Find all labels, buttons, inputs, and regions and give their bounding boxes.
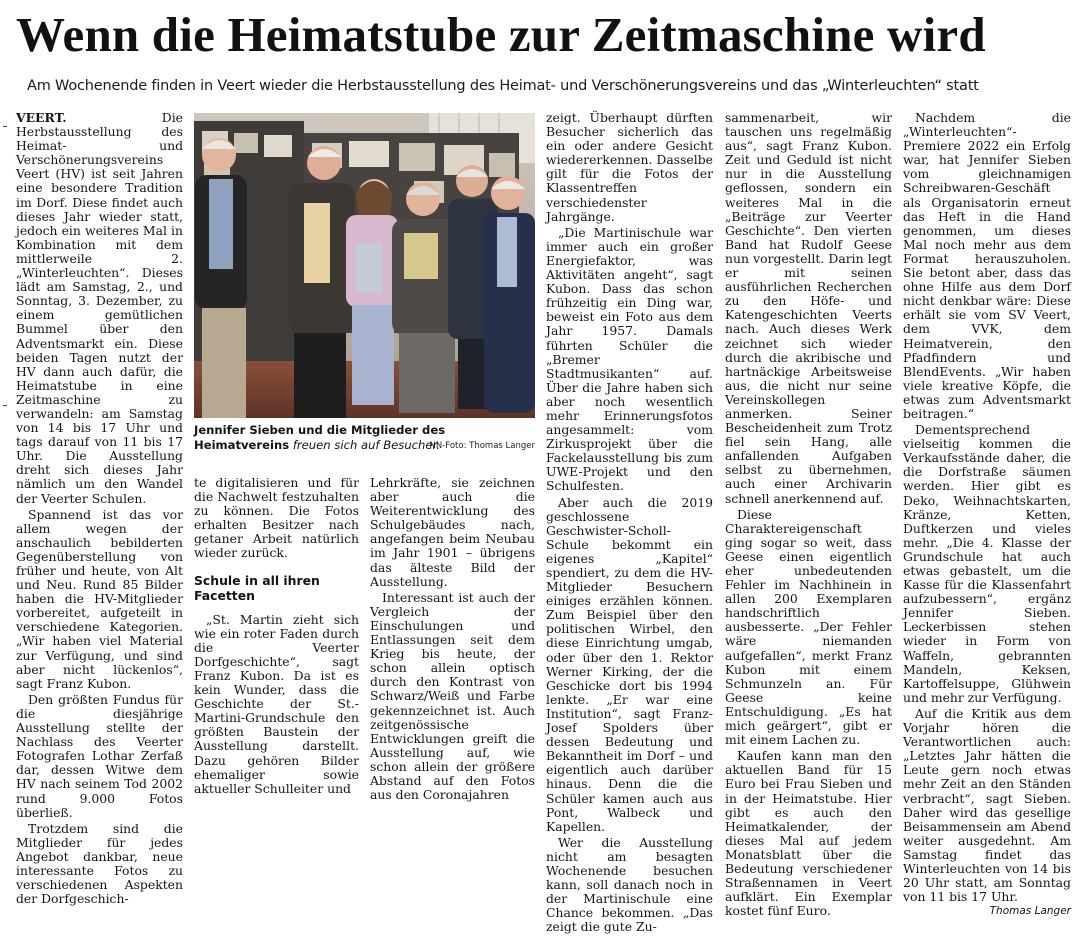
col2-paragraph-2: „St. Martin zieht sich wie ein roter Faden durch die Veerter Dorfgeschichte“, sagt Franz Kubon. Da ist es kein Wunder, dass die Geschichte der St.-Martini-Grundschule den größten Baustein der Ausstellung darstellt. Dazu gehören Bilder ehemaliger sowie aktueller Schulleiter und [194, 611, 359, 796]
col5-paragraph-3-text: Auf die Kritik aus dem Vorjahr hören die Verantwortlichen auch: „Letztes Jahr hätten die Leute gern noch etwas mehr Zeit an den Ständen verbracht“, sagt Sieben. Daher wird das gesellige Beisammensein am Abend weiter ausgedehnt. Am Samstag findet das Winterleuchten von 14 bis 20 Uhr statt, am Sonntag von 11 bis 17 Uhr. [903, 705, 1071, 905]
section-heading: Schule in all ihren Facetten [194, 572, 320, 603]
col2-paragraph-1: te digitalisieren und für die Nachwelt festzuhalten zu können. Die Fotos erhalten Besitzer nach getaner Arbeit natürlich wieder zurück. [194, 475, 359, 561]
caption-italic: freuen sich auf Besucher. [292, 438, 440, 452]
col3top-paragraph-1: zeigt. Überhaupt dürften Besucher sicherlich das ein oder andere Gesicht wiedererkennen. Dasselbe gilt für die Fotos der Klassentreffen verschiedenster Jahrgänge. [546, 110, 713, 224]
dateline: VEERT. [16, 110, 67, 125]
col3top-paragraph-4: Wer die Ausstellung nicht am besagten Wochenende besuchen kann, soll danach noch in der Martinischule eine Chance bekommen. „Das zeigt die gute Zu- [546, 834, 713, 935]
col4-paragraph-2: Diese Charaktereigenschaft ging sogar so weit, dass Geese einen eigentlich eher unbedeutenden Fehler im Nachhinein in allen 200 Exemplaren handschriftlich ausbesserte. „Der Fehler wäre niemanden aufgefallen“, merkt Franz Kubon mit einem Schmunzeln an. Für Geese keine Entschuldigung. „Es hat mich geärgert“, gibt er mit einem Lachen zu. [725, 506, 892, 748]
col4-paragraph-3: Kaufen kann man den aktuellen Band für 15 Euro bei Frau Sieben und in der Heimatstube. Hier gibt es auch den Heimatkalender, der dieses Mal auf jedem Monatsblatt über die Bedeutung verschiedener Straßennamen in Veert aufklärt. Ein Exemplar kostet fünf Euro. [725, 748, 892, 919]
col1-paragraph-2: Spannend ist das vor allem wegen der anschaulich bebilderten Gegenüberstellung von früher und heute, von Alt und Neu. Rund 85 Bilder haben die HV-Mitglieder vorbereitet, aufgeteilt in verschiedene Kategorien. „Wir haben viel Material zur Verfügung, und sind aber nicht lückenlos“, sagt Franz Kubon. [16, 506, 183, 691]
column-1 [16, 111, 183, 908]
col5-paragraph-1: Nachdem die „Winterleuchten“-Premiere 2022 ein Erfolg war, hat Jennifer Sieben vom gleichnamigen Schreibwaren-Geschäft als Organisatorin erneut das Heft in die Hand genommen, um dieses Mal noch mehr aus dem Format herauszuholen. Sie betont aber, dass das ohne Hilfe aus dem Dorf nicht denkbar wäre: Diese erhält sie vom SV Veert, dem VVK, dem Heimatverein, den Pfadfindern und BlendEvents. „Wir haben viele kreative Köpfe, die etwas zum Adventsmarkt beitragen.“ [903, 110, 1071, 421]
col3top-paragraph-3: Aber auch die 2019 geschlossene Geschwister-Scholl-Schule bekommt ein eigenes „Kapitel“ spendiert, zu dem die HV-Mitglieder Besuchern einiges erzählen können. Zum Beispiel über den politischen Wirbel, den diese Einrichtung umgab, oder über den 1. Rektor Werner Kirking, der die Geschicke dort bis 1994 lenkte. „Er war eine Institution“, sagt Franz-Josef Spolders über dessen Bedeutung und Bekanntheit im Dorf – und eigentlich auch darüber hinaus. Denn die die Schüler kamen auch aus Pont, Walbeck und Kapellen. [546, 494, 713, 834]
column-2 [194, 476, 359, 798]
column-5 [725, 111, 892, 920]
col5-paragraph-3 [903, 705, 1071, 918]
col5-paragraph-2: Dementsprechend vielseitig kommen die Verkaufsstände daher, die die Dorfstraße säumen werden. Hier gibt es Deko, Weihnachtskarten, Kränze, Ketten, Duftkerzen und vieles mehr. „Die 4. Klasse der Grundschule hat auch etwas gebastelt, um die Kasse für die Klassenfahrt aufzubessern“, ergänz Jennifer Sieben. Leckerbissen stehen wieder in Form von Waffeln, gebrannten Mandeln, Keksen, Kartoffelsuppe, Glühwein und mehr zur Verfügung. [903, 422, 1071, 705]
article-photo [194, 113, 535, 418]
group-photo-image [194, 113, 535, 418]
col1-paragraph-1: Die Herbstausstellung des Heimat- und Verschönerungsvereins Veert (HV) ist seit Jahren eine besondere Tradition im Dorf. Diese findet auch dieses Jahr wieder statt, jedoch ein weiteres Mal in Kombination mit dem mittlerweile 2. „Winterleuchten“. Dieses lädt am Samstag, 2., und Sonntag, 3. Dezember, zu einem gemütlichen Bummel über den Adventsmarkt ein. Diese beiden Tagen nutzt der HV dann auch dafür, die Heimatstube in eine Zeitmaschine zu verwandeln: am Samstag von 14 bis 17 Uhr und tags darauf von 11 bis 17 Uhr. Die Ausstellung dreht sich dieses Jahr nämlich um den Wandel der Veerter Schulen. [16, 110, 183, 506]
margin-mark [3, 126, 7, 127]
caption-bold: Jennifer Sieben und die Mitglieder des Heimatvereins [194, 423, 446, 452]
col3-paragraph-2: Interessant ist auch der Vergleich der Einschulungen und Entlassungen seit dem Krieg bis heute, der schon allein optisch durch den Kontrast von Schwarz/Weiß und Farbe gekennzeichnet ist. Auch zeitgenössische Entwicklungen greift die Ausstellung auf, wie schon allein der größere Abstand auf den Fotos aus den Coronajahren [370, 589, 535, 803]
col1-paragraph-3: Den größten Fundus für die diesjährige Ausstellung stellte der Nachlass des Veerter Fotografen Lothar Zerfaß dar, dessen Witwe dem HV nach seinem Tod 2002 rund 9.000 Fotos überließ. [16, 691, 183, 820]
col3-paragraph-1: Lehrkräfte, sie zeichnen aber auch die Weiterentwicklung des Schulgebäudes nach, angefangen beim Neubau im Jahr 1901 – übrigens das älteste Bild der Ausstellung. [370, 475, 535, 589]
col4-paragraph-1: sammenarbeit, wir tauschen uns regelmäßig aus“, sagt Franz Kubon. Zeit und Geduld ist nicht nur in die Ausstellung geflossen, sondern ein weiteres Mal in die „Beiträge zur Veerter Geschichte“. Den vierten Band hat Rudolf Geese nun vorgestellt. Darin legt er mit seinen ausführlichen Recherchen zu den Höfe- und Katengeschichten Veerts nach. Auch dieses Werk zeichnet sich wieder durch die akribische und hartnäckige Arbeitsweise aus, die nicht nur seine Vereinskollegen anmerken. Seiner Bescheidenheit zum Trotz fiel sein Hang, alle anfallenden Aufgaben selbst zu übernehmen, auch einer Archivarin schnell anerkennend auf. [725, 110, 892, 506]
col1-paragraph-4: Trotzdem sind die Mitglieder für jedes Angebot dankbar, neue interessante Fotos zu verschiedenen Aspekten der Dorfgeschich- [16, 820, 183, 907]
photo-credit: NN-Foto: Thomas Langer [429, 441, 535, 451]
column-6 [903, 111, 1071, 918]
col3top-paragraph-2: „Die Martinischule war immer auch ein großer Energiefaktor, was Aktivitäten angeht“, sagt Kubon. Dass das schon frühzeitig ein Ding war, beweist ein Foto aus dem Jahr 1957. Damals führten Schüler die „Bremer Stadtmusikanten“ auf. Über die Jahre haben sich aber noch wesentlich mehr Erinnerungsfotos angesammelt: vom Zirkusprojekt über die Fackelausstellung bis zum UWE-Projekt und den Schulfesten. [546, 224, 713, 494]
headline: Wenn die Heimatstube zur Zeitmaschine wird [16, 7, 986, 62]
author-byline: Thomas Langer [989, 905, 1071, 918]
column-4 [546, 111, 713, 936]
column-3 [370, 476, 535, 804]
margin-mark [3, 405, 7, 406]
subheadline: Am Wochenende finden in Veert wieder die Herbstausstellung des Heimat- und Verschönerungsvereins und das „Winterleuchten“ statt [27, 78, 979, 94]
